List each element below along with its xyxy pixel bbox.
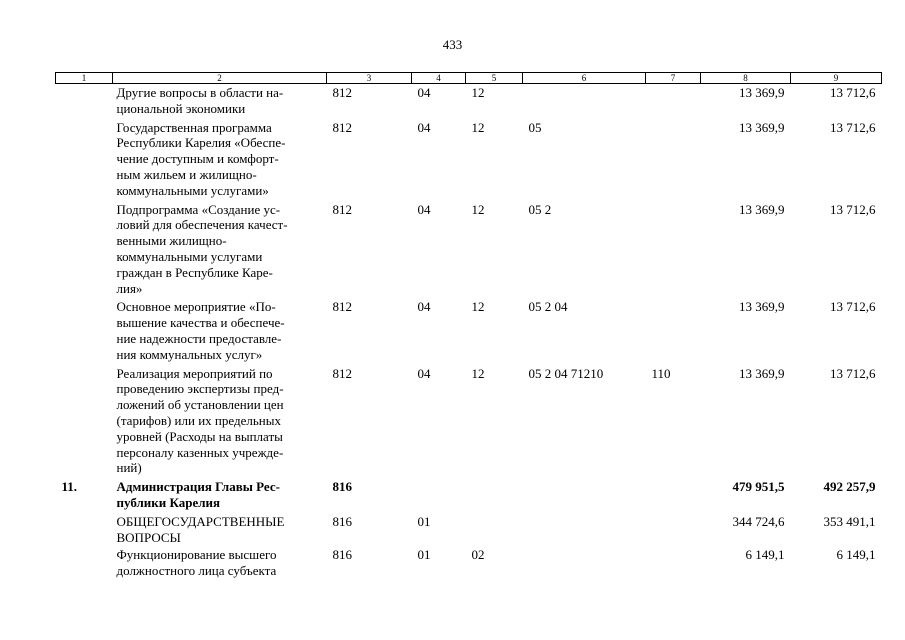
target-article-cell xyxy=(523,476,646,511)
expense-type-cell xyxy=(646,84,701,117)
row-name-line: граждан в Республике Каре- xyxy=(116,264,273,280)
row-name-line: ний) xyxy=(116,460,142,476)
row-name-cell xyxy=(113,296,327,362)
amount-year1-cell: 13 369,9 xyxy=(739,365,785,381)
ministry-code-cell: 812 xyxy=(332,299,352,315)
row-index-cell xyxy=(56,296,113,362)
table-row xyxy=(56,296,882,362)
row-name-cell xyxy=(113,545,327,579)
column-number-header xyxy=(56,73,882,84)
row-name-line: Подпрограмма «Создание ус- xyxy=(116,201,281,217)
column-header: 7 xyxy=(646,73,701,84)
row-name-line: (тарифов) или их предельных xyxy=(116,412,281,428)
amount-year1-cell: 6 149,1 xyxy=(745,547,785,563)
row-name-line: публики Карелия xyxy=(116,494,221,510)
row-index-cell xyxy=(56,511,113,546)
amount-year2-cell: 13 712,6 xyxy=(830,365,876,381)
ministry-code-cell: 812 xyxy=(332,201,352,217)
row-name-line: вышение качества и обеспече- xyxy=(116,315,285,331)
row-name-line: Основное мероприятие «По- xyxy=(116,299,276,315)
row-index-cell xyxy=(56,117,113,199)
target-article-cell: 05 2 xyxy=(528,201,552,217)
row-name-line: Функционирование высшего xyxy=(116,547,277,563)
section-code-cell: 04 xyxy=(417,85,431,100)
expense-type-cell xyxy=(646,117,701,199)
amount-year2-cell: 13 712,6 xyxy=(830,299,876,315)
ministry-code-cell: 816 xyxy=(332,479,352,495)
expense-type-cell xyxy=(646,296,701,362)
amount-year2-cell: 13 712,6 xyxy=(830,119,876,135)
expense-type-cell xyxy=(646,476,701,511)
page-number: 433 xyxy=(442,37,463,52)
section-code-cell: 01 xyxy=(417,547,431,563)
expense-type-cell xyxy=(646,199,701,297)
column-header: 2 xyxy=(113,73,327,84)
row-name-line: проведению экспертизы пред- xyxy=(116,381,284,397)
row-name-line: уровней (Расходы на выплаты xyxy=(116,428,283,444)
row-name-line: циональной экономики xyxy=(116,100,246,116)
amount-year2-cell: 6 149,1 xyxy=(836,547,876,563)
row-name-line: коммунальными услугами xyxy=(116,248,263,264)
section-code-cell: 04 xyxy=(417,119,431,135)
section-code-cell xyxy=(412,476,466,511)
amount-year2-cell: 13 712,6 xyxy=(830,201,876,217)
row-index-cell xyxy=(56,363,113,477)
column-header: 4 xyxy=(412,73,466,84)
row-name-line: Другие вопросы в области на- xyxy=(116,85,284,100)
row-name-line: ложений об установлении цен xyxy=(116,397,284,413)
target-article-cell xyxy=(523,511,646,546)
target-article-cell: 05 2 04 71210 xyxy=(528,365,604,381)
row-name-line: Республики Карелия «Обеспе- xyxy=(116,135,286,151)
row-name-cell xyxy=(113,511,327,546)
table-row xyxy=(56,363,882,477)
ministry-code-cell: 816 xyxy=(332,513,352,529)
amount-year1-cell: 13 369,9 xyxy=(739,85,785,100)
amount-year1-cell: 13 369,9 xyxy=(739,299,785,315)
row-index-cell xyxy=(56,199,113,297)
table-row xyxy=(56,199,882,297)
column-header: 8 xyxy=(701,73,791,84)
row-name-cell xyxy=(113,199,327,297)
section-code-cell: 01 xyxy=(417,513,431,529)
budget-table xyxy=(55,72,882,579)
table-row xyxy=(56,117,882,199)
subsection-code-cell: 12 xyxy=(471,119,485,135)
row-name-line: коммунальными услугами» xyxy=(116,182,269,198)
amount-year2-cell: 492 257,9 xyxy=(823,479,876,495)
row-name-line: Государственная программа xyxy=(116,119,272,135)
column-header: 3 xyxy=(327,73,412,84)
subsection-code-cell: 02 xyxy=(471,547,485,563)
row-name-line: персоналу казенных учрежде- xyxy=(116,444,284,460)
row-name-cell xyxy=(113,117,327,199)
ministry-code-cell: 812 xyxy=(332,85,352,100)
row-name-cell xyxy=(113,84,327,117)
row-name-line: должностного лица субъекта xyxy=(116,563,277,579)
column-header: 1 xyxy=(56,73,113,84)
subsection-code-cell: 12 xyxy=(471,201,485,217)
subsection-code-cell xyxy=(466,511,523,546)
row-name-line: венными жилищно- xyxy=(116,233,227,249)
subsection-code-cell: 12 xyxy=(471,365,485,381)
row-name-line: ние надежности предоставле- xyxy=(116,330,282,346)
row-name-line: Реализация мероприятий по xyxy=(116,365,273,381)
subsection-code-cell: 12 xyxy=(471,299,485,315)
expense-type-cell: 110 xyxy=(651,365,671,381)
row-name-line: Администрация Главы Рес- xyxy=(116,479,280,495)
target-article-cell: 05 2 04 xyxy=(528,299,568,315)
target-article-cell xyxy=(523,545,646,579)
row-name-line: ным жильем и жилищно- xyxy=(116,166,257,182)
subsection-code-cell: 12 xyxy=(471,85,485,100)
section-code-cell: 04 xyxy=(417,299,431,315)
amount-year1-cell: 344 724,6 xyxy=(732,513,785,529)
section-code-cell: 04 xyxy=(417,201,431,217)
amount-year1-cell: 479 951,5 xyxy=(732,479,785,495)
ministry-code-cell: 816 xyxy=(332,547,352,563)
amount-year1-cell: 13 369,9 xyxy=(739,201,785,217)
expense-type-cell xyxy=(646,545,701,579)
amount-year2-cell: 353 491,1 xyxy=(823,513,876,529)
row-name-line: ВОПРОСЫ xyxy=(116,529,181,545)
row-name-cell xyxy=(113,363,327,477)
row-index-cell xyxy=(56,545,113,579)
table-row xyxy=(56,511,882,546)
amount-year1-cell: 13 369,9 xyxy=(739,119,785,135)
column-header: 9 xyxy=(791,73,882,84)
column-header: 5 xyxy=(466,73,523,84)
row-name-line: лия» xyxy=(116,280,143,296)
target-article-cell: 05 xyxy=(528,119,542,135)
table-row xyxy=(56,545,882,579)
ministry-code-cell: 812 xyxy=(332,119,352,135)
row-name-line: чение доступным и комфорт- xyxy=(116,151,279,167)
row-name-cell xyxy=(113,476,327,511)
table-body xyxy=(56,84,882,579)
row-name-line: ОБЩЕГОСУДАРСТВЕННЫЕ xyxy=(116,513,285,529)
expense-type-cell xyxy=(646,511,701,546)
ministry-code-cell: 812 xyxy=(332,365,352,381)
row-index-cell: 11. xyxy=(61,479,78,495)
row-index-cell xyxy=(56,84,113,117)
table-row xyxy=(56,84,882,117)
row-name-line: ния коммунальных услуг» xyxy=(116,346,263,362)
target-article-cell xyxy=(523,84,646,117)
table-row xyxy=(56,476,882,511)
amount-year2-cell: 13 712,6 xyxy=(830,85,876,100)
row-name-line: ловий для обеспечения качест- xyxy=(116,217,288,233)
subsection-code-cell xyxy=(466,476,523,511)
column-header: 6 xyxy=(523,73,646,84)
section-code-cell: 04 xyxy=(417,365,431,381)
